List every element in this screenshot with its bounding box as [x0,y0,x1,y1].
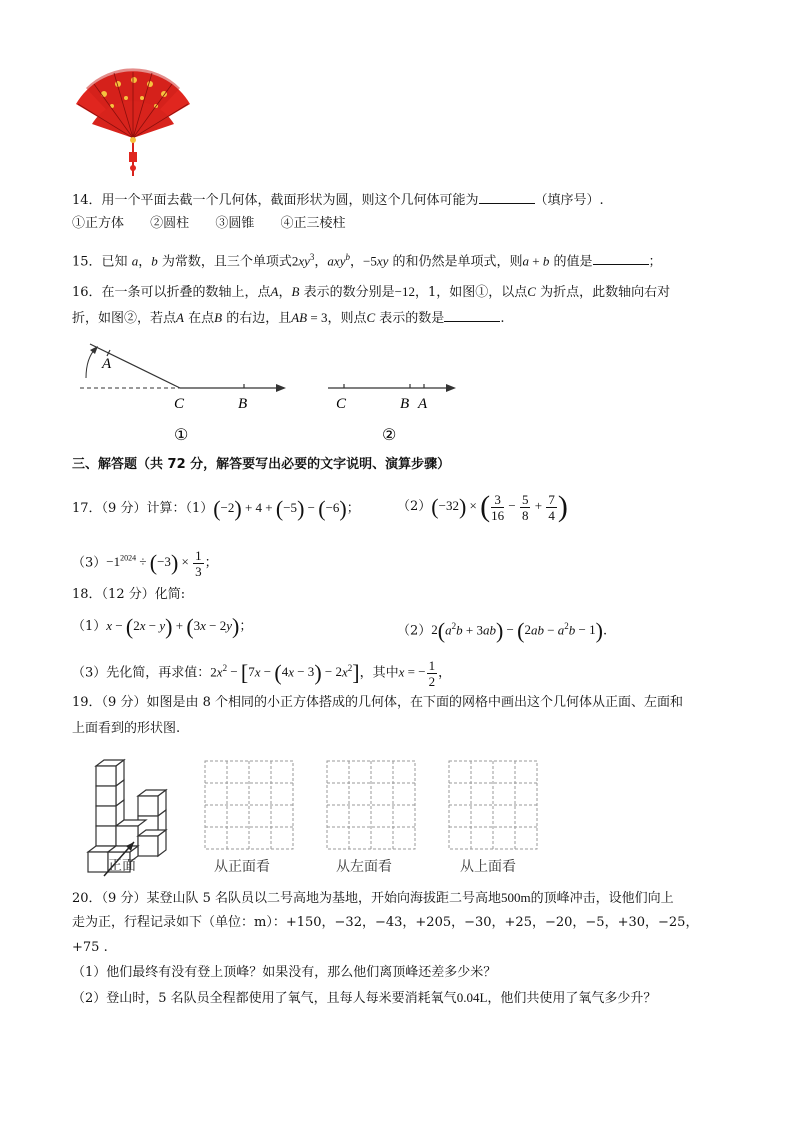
grid-label-top: 从上面看 [460,859,516,875]
grid-label-left: 从左面看 [336,859,392,875]
answer-blank [593,251,649,265]
question-20-line2: 走为正，行程记录如下（单位：m）：+150，−32，−43，+205，−30，+25，−20，−5，+30，−25， [72,915,699,930]
question-17: 17．（9 分）计算：（1）(−2) + 4 + (−5) − (−6)； [72,496,360,522]
answer-blank [444,308,500,322]
fig1-label-a: A [102,356,112,372]
fig1-caption: ① [174,425,189,444]
grid-front-view[interactable] [204,760,294,850]
question-20-sub1: （1）他们最终有没有登上顶峰？如果没有，那么他们离顶峰还差多少米？ [72,965,497,980]
question-14-options: ①正方体 ②圆柱 ③圆锥 ④正三棱柱 [72,216,346,231]
question-17-part3: $(3)-1^{2024} \div (-3)$ × $\frac{1}{3}$ ； [72,547,218,579]
grid-top-view[interactable] [448,760,538,850]
fig1-label-b: B [238,396,248,412]
question-18-part3: （3）先化简，再求值：$2x^2 - [7x - (4x - 3) - 2x^2]$，其中x = − $\frac{1}{2}$ ， [72,657,452,689]
answer-blank [479,190,535,204]
question-19-line2: 上面看到的形状图. [72,721,181,736]
grid-label-front: 从正面看 [214,859,270,875]
grid-left-view[interactable] [326,760,416,850]
summit-height: 500m [500,890,531,905]
question-16-line1: 16．在一条可以折叠的数轴上，点A，B 表示的数分别是−12，1，如图①，以点C 为折点，此数轴向右对 [72,284,671,300]
fig2-caption: ② [382,425,397,444]
question-18-part2: $(2)2(a^2b + 3ab) - (2ab - a^2b - 1)$. [397,618,608,644]
section-3-heading: 三、解答题（共 72 分，解答要写出必要的文字说明、演算步骤） [72,457,451,472]
fig2-label-c: C [336,396,347,412]
fig2-label-a: A [418,396,428,412]
question-17-part2: （2）(−32) × ( $\frac{3}{16}$ − $\frac{5}{8}$ + $\frac{7}{4}$ ) [397,490,568,524]
fan-illustration [74,64,192,178]
question-15: 15．已知 a，b 为常数，且三个单项式$2xy^3$，axy$^b$，−5xy 的和仍然是单项式，则a + b 的值是 ； [72,252,662,270]
question-20-line1: 20．（9 分）某登山队 5 名队员以二号高地为基地，开始向海拔距二号高地500m的顶峰冲击，设他们向上 [72,890,674,906]
question-18-part1: （1）x − (2x − y) + (3x − 2y)； [72,613,253,640]
number-line-figures [72,336,472,448]
question-16-line2: 折，如图②，若点A 在点B 的右边，且AB = 3，则点C 表示的数是 . [72,310,505,326]
question-14: 14．用一个平面去截一个几何体，截面形状为圆，则这个几何体可能为 （填序号）. [72,190,604,210]
fig1-label-c: C [174,396,185,412]
front-direction-label: 正面 [108,858,136,874]
question-18: 18．（12 分）化简: [72,587,186,602]
fig2-label-b: B [400,396,410,412]
question-20-sub2: （2）登山时，5 名队员全程都使用了氧气，且每人每米要消耗氧气0.04L，他们共使用了氧气多少升？ [72,990,657,1006]
question-20-line3: +75 . [72,940,108,955]
oxygen-rate: 0.04L [456,990,488,1005]
question-19-line1: 19．（9 分）如图是由 8 个相同的小正方体搭成的几何体，在下面的网格中画出这个几何体从正面、左面和 [72,695,683,710]
